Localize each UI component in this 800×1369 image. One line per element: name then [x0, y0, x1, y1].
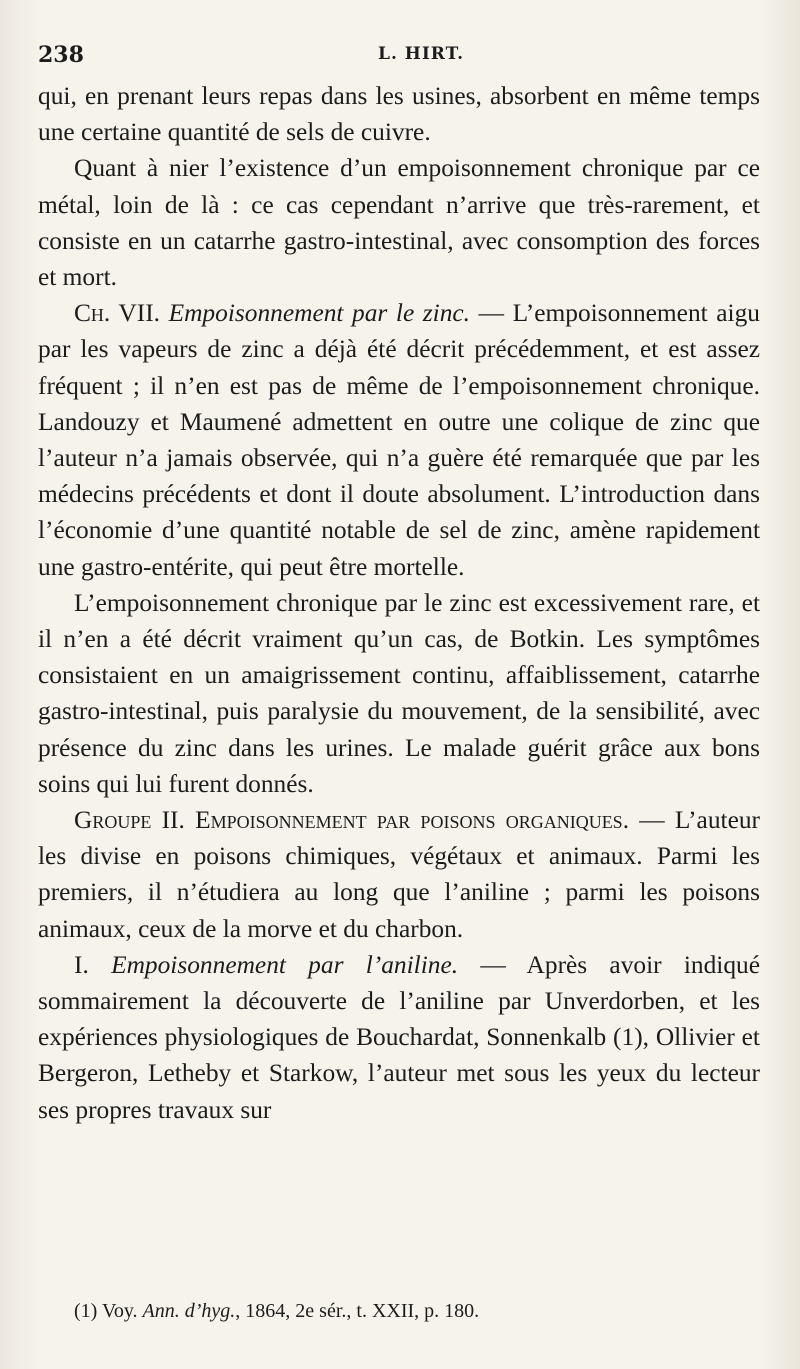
- footnote: [38, 1297, 760, 1325]
- chapter-label: Ch. VII.: [74, 299, 160, 328]
- paragraph: qui, en prenant leurs repas dans les usines, absorbent en même temps une certaine quantité de sels de cuivre.: [38, 82, 760, 147]
- page-header: [38, 42, 760, 72]
- paragraph-text: — Après avoir indiqué sommairement la découverte de l’aniline par Unverdorben, et les expériences physiologiques de Bouchardat, Sonnenkalb (1), Ollivier et Bergeron, Letheby et Starkow, l’auteur met sous les yeux du lecteur ses propres travaux sur: [38, 950, 760, 1124]
- footnote-journal: Ann. d’hyg.: [142, 1300, 236, 1322]
- footnote-ref: , 1864, 2e sér., t. XXII, p. 180.: [235, 1300, 480, 1322]
- section-title: Empoisonnement par le zinc.: [168, 299, 471, 328]
- running-head: L. HIRT.: [378, 44, 465, 64]
- section-number: I.: [74, 950, 89, 979]
- paragraph-text: — L’auteur les divise en poisons chimiques, végétaux et animaux. Parmi les premiers, il n’étudiera au long que l’aniline ; parmi les poisons animaux, ceux de la morve et du charbon.: [38, 806, 760, 943]
- paragraph: Quant à nier l’existence d’un empoisonnement chronique par ce métal, loin de là : ce cas cependant n’arrive que très-rarement, et consiste en un catarrhe gastro-intestinal, avec consomption des forces et mort.: [38, 154, 760, 292]
- body-text: [38, 78, 760, 1128]
- page-number: 238: [38, 42, 84, 68]
- paragraph-text: — L’empoisonnement aigu par les vapeurs de zinc a déjà été décrit précédemment, et est assez fréquent ; il n’en est pas de même de l’empoisonnement chronique. Landouzy et Maumené admettent en outre une colique de zinc que l’auteur n’a jamais observée, qui n’a guère été remarquée que par les médecins précédents et dont il doute absolument. L’introduction dans l’économie d’une quantité notable de sel de zinc, amène rapidement une gastro-entérite, qui peut être mortelle.: [38, 299, 760, 581]
- paragraph: L’empoisonnement chronique par le zinc est excessivement rare, et il n’en a été décrit vraiment qu’un cas, de Botkin. Les symptômes consistaient en un amaigrissement continu, affaiblissement, catarrhe gastro-intestinal, puis paralysie du mouvement, de la sensibilité, avec présence du zinc dans les urines. Le malade guérit grâce aux bons soins qui lui furent donnés.: [38, 588, 760, 798]
- paragraph-zinc: [38, 295, 760, 585]
- footnote-marker: (1) Voy.: [74, 1300, 138, 1322]
- section-title: Empoisonnement par l’aniline.: [111, 950, 459, 979]
- group-heading: Groupe II. Empoisonnement par poisons organiques.: [74, 806, 630, 835]
- paragraph-group: [38, 802, 760, 947]
- paragraph-aniline: [38, 947, 760, 1128]
